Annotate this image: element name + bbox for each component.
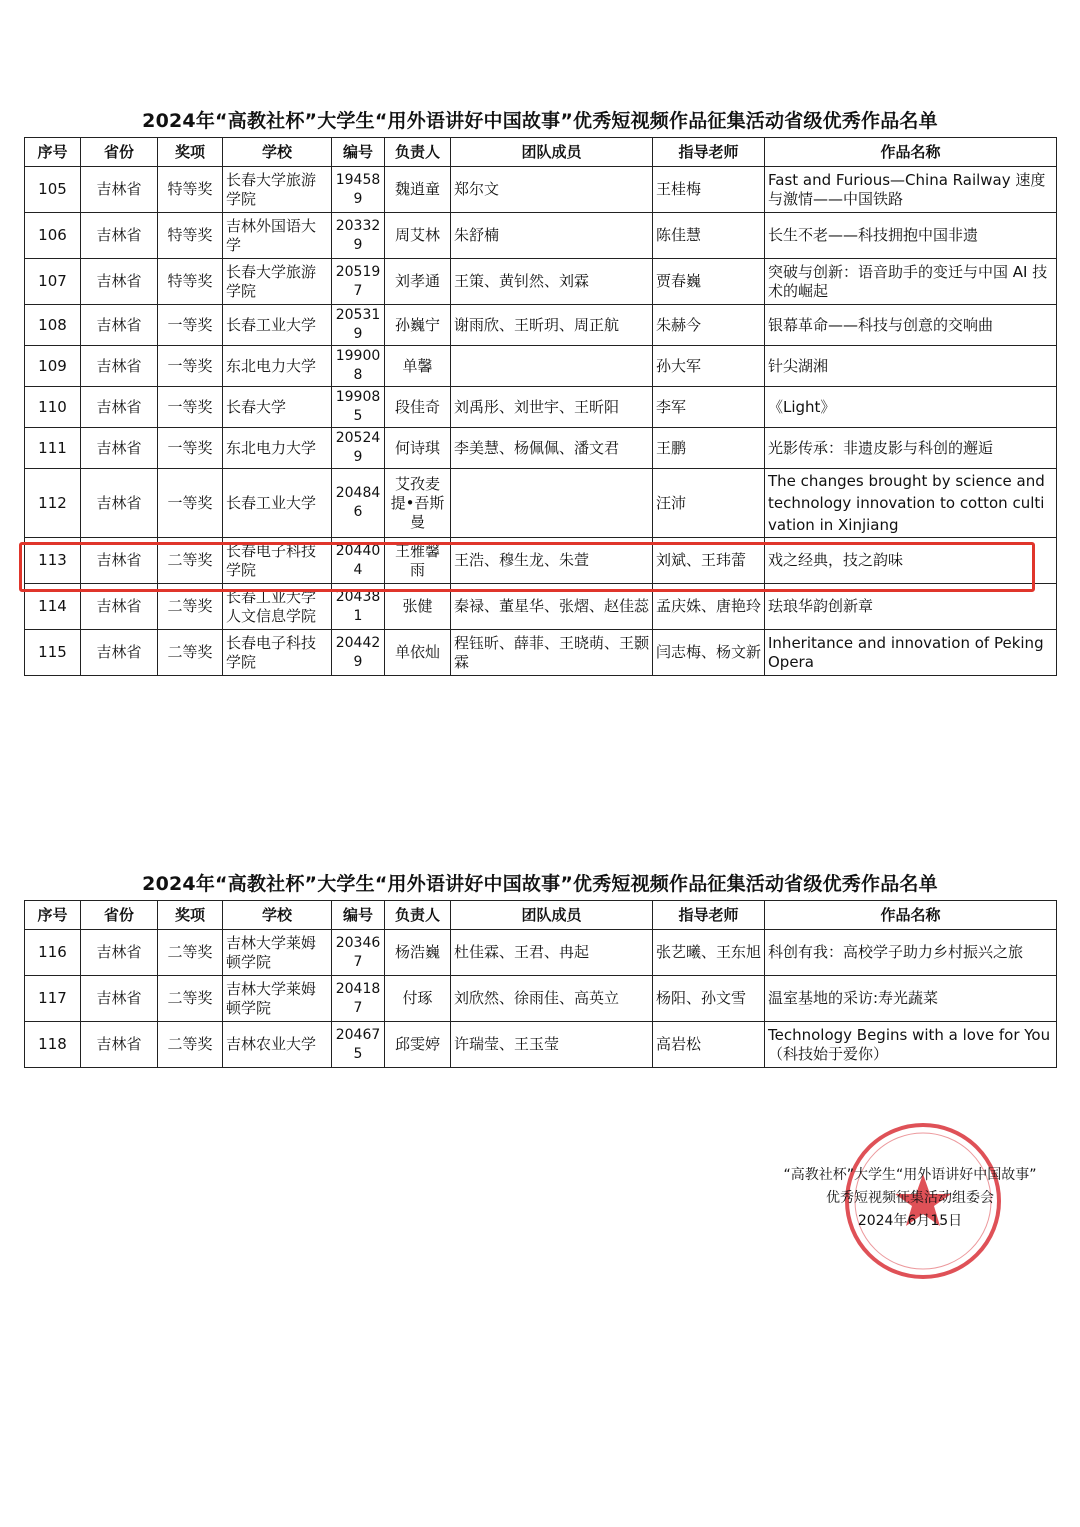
table-row	[25, 387, 1057, 428]
cell-advisor: 陈佳慧	[653, 213, 765, 259]
cell-advisor: 王桂梅	[653, 167, 765, 213]
cell-code: 194589	[332, 167, 385, 213]
organizer-line-2: 优秀短视频征集活动组委会	[826, 1190, 994, 1206]
cell-code: 204429	[332, 630, 385, 676]
cell-leader: 何诗琪	[385, 428, 451, 469]
header-members: 团队成员	[451, 901, 653, 930]
header-no: 序号	[25, 138, 81, 167]
cell-work: 突破与创新：语音助手的变迁与中国 AI 技术的崛起	[765, 259, 1057, 305]
cell-leader: 张健	[385, 584, 451, 630]
header-advisor: 指导老师	[653, 901, 765, 930]
cell-leader: 段佳奇	[385, 387, 451, 428]
table-row	[25, 930, 1057, 976]
cell-advisor: 孙大军	[653, 346, 765, 387]
cell-award: 二等奖	[158, 630, 223, 676]
header-members: 团队成员	[451, 138, 653, 167]
cell-province: 吉林省	[81, 387, 158, 428]
cell-work: 戏之经典，技之韵味	[765, 538, 1057, 584]
header-work: 作品名称	[765, 138, 1057, 167]
cell-advisor: 闫志梅、杨文新	[653, 630, 765, 676]
header-school: 学校	[223, 138, 332, 167]
table-row	[25, 167, 1057, 213]
cell-members	[451, 346, 653, 387]
cell-code: 205197	[332, 259, 385, 305]
cell-code: 204381	[332, 584, 385, 630]
cell-advisor: 王鹏	[653, 428, 765, 469]
table-row	[25, 259, 1057, 305]
cell-school: 长春电子科技学院	[223, 538, 332, 584]
header-award: 奖项	[158, 901, 223, 930]
cell-award: 二等奖	[158, 976, 223, 1022]
cell-work: 长生不老——科技拥抱中国非遗	[765, 213, 1057, 259]
cell-school: 东北电力大学	[223, 346, 332, 387]
cell-code: 203467	[332, 930, 385, 976]
cell-award: 二等奖	[158, 584, 223, 630]
cell-award: 特等奖	[158, 167, 223, 213]
cell-members: 李美慧、杨佩佩、潘文君	[451, 428, 653, 469]
table-row	[25, 630, 1057, 676]
cell-no: 116	[25, 930, 81, 976]
cell-members	[451, 469, 653, 538]
cell-advisor: 高岩松	[653, 1022, 765, 1068]
table-row	[25, 305, 1057, 346]
cell-no: 111	[25, 428, 81, 469]
cell-code: 204675	[332, 1022, 385, 1068]
cell-members: 刘禹彤、刘世宇、王昕阳	[451, 387, 653, 428]
cell-no: 117	[25, 976, 81, 1022]
cell-members: 王浩、穆生龙、朱萱	[451, 538, 653, 584]
cell-no: 113	[25, 538, 81, 584]
cell-province: 吉林省	[81, 584, 158, 630]
cell-leader: 艾孜麦提•吾斯曼	[385, 469, 451, 538]
cell-code: 199008	[332, 346, 385, 387]
cell-code: 204187	[332, 976, 385, 1022]
header-advisor: 指导老师	[653, 138, 765, 167]
cell-award: 一等奖	[158, 469, 223, 538]
cell-work: The changes brought by science and technology innovation to cotton cultivation in Xinjiang	[765, 469, 1057, 538]
header-province: 省份	[81, 901, 158, 930]
cell-no: 108	[25, 305, 81, 346]
cell-no: 112	[25, 469, 81, 538]
cell-work: 《Light》	[765, 387, 1057, 428]
page-title: 2024年“高教社杯”大学生“用外语讲好中国故事”优秀短视频作品征集活动省级优秀作品名单	[142, 110, 938, 132]
cell-members: 秦禄、董星华、张熠、赵佳蕊	[451, 584, 653, 630]
cell-members: 朱舒楠	[451, 213, 653, 259]
cell-province: 吉林省	[81, 1022, 158, 1068]
header-leader: 负责人	[385, 901, 451, 930]
cell-leader: 刘孝通	[385, 259, 451, 305]
cell-school: 长春电子科技学院	[223, 630, 332, 676]
cell-province: 吉林省	[81, 346, 158, 387]
header-province: 省份	[81, 138, 158, 167]
table-row	[25, 428, 1057, 469]
cell-school: 吉林农业大学	[223, 1022, 332, 1068]
cell-province: 吉林省	[81, 630, 158, 676]
cell-work: Fast and Furious—China Railway 速度与激情——中国铁路	[765, 167, 1057, 213]
awards-table	[24, 137, 1057, 676]
cell-leader: 邱雯婷	[385, 1022, 451, 1068]
table-header-row	[25, 901, 1057, 930]
cell-award: 一等奖	[158, 346, 223, 387]
cell-code: 204404	[332, 538, 385, 584]
cell-school: 长春工业大学	[223, 305, 332, 346]
cell-leader: 付琢	[385, 976, 451, 1022]
cell-award: 一等奖	[158, 305, 223, 346]
table-row	[25, 469, 1057, 538]
cell-award: 特等奖	[158, 213, 223, 259]
cell-province: 吉林省	[81, 167, 158, 213]
cell-advisor: 贾春巍	[653, 259, 765, 305]
cell-award: 一等奖	[158, 428, 223, 469]
cell-work: 针尖湖湘	[765, 346, 1057, 387]
cell-work: Inheritance and innovation of Peking Opera	[765, 630, 1057, 676]
cell-no: 106	[25, 213, 81, 259]
table-row	[25, 976, 1057, 1022]
cell-advisor: 李军	[653, 387, 765, 428]
cell-school: 长春工业大学人文信息学院	[223, 584, 332, 630]
cell-advisor: 孟庆姝、唐艳玲	[653, 584, 765, 630]
cell-advisor: 朱赫今	[653, 305, 765, 346]
organizer-line-1: “高教社杯”大学生“用外语讲好中国故事”	[783, 1167, 1037, 1183]
cell-province: 吉林省	[81, 930, 158, 976]
cell-leader: 单馨	[385, 346, 451, 387]
cell-award: 二等奖	[158, 1022, 223, 1068]
cell-leader: 魏逍童	[385, 167, 451, 213]
cell-advisor: 杨阳、孙文雪	[653, 976, 765, 1022]
cell-province: 吉林省	[81, 469, 158, 538]
cell-leader: 杨浩巍	[385, 930, 451, 976]
cell-province: 吉林省	[81, 538, 158, 584]
cell-province: 吉林省	[81, 305, 158, 346]
cell-award: 二等奖	[158, 538, 223, 584]
cell-code: 203329	[332, 213, 385, 259]
cell-advisor: 张艺曦、王东旭	[653, 930, 765, 976]
cell-advisor: 汪沛	[653, 469, 765, 538]
cell-members: 谢雨欣、王昕玥、周正航	[451, 305, 653, 346]
cell-work: 光影传承：非遗皮影与科创的邂逅	[765, 428, 1057, 469]
header-leader: 负责人	[385, 138, 451, 167]
cell-school: 吉林外国语大学	[223, 213, 332, 259]
cell-members: 杜佳霖、王君、冉起	[451, 930, 653, 976]
cell-province: 吉林省	[81, 259, 158, 305]
cell-members: 郑尔文	[451, 167, 653, 213]
cell-school: 长春工业大学	[223, 469, 332, 538]
cell-province: 吉林省	[81, 976, 158, 1022]
cell-work: 科创有我：高校学子助力乡村振兴之旅	[765, 930, 1057, 976]
cell-leader: 单依灿	[385, 630, 451, 676]
cell-school: 长春大学	[223, 387, 332, 428]
header-work: 作品名称	[765, 901, 1057, 930]
cell-leader: 孙巍宁	[385, 305, 451, 346]
cell-no: 107	[25, 259, 81, 305]
cell-code: 205249	[332, 428, 385, 469]
cell-advisor: 刘斌、王玮蕾	[653, 538, 765, 584]
cell-no: 115	[25, 630, 81, 676]
table-header-row	[25, 138, 1057, 167]
cell-members: 程钰昕、薛菲、王晓萌、王颢霖	[451, 630, 653, 676]
cell-leader: 周艾林	[385, 213, 451, 259]
header-award: 奖项	[158, 138, 223, 167]
cell-school: 吉林大学莱姆顿学院	[223, 976, 332, 1022]
cell-work: Technology Begins with a love for You（科技始于爱你）	[765, 1022, 1057, 1068]
cell-province: 吉林省	[81, 428, 158, 469]
cell-work: 温室基地的采访:寿光蔬菜	[765, 976, 1057, 1022]
cell-school: 长春大学旅游学院	[223, 167, 332, 213]
header-school: 学校	[223, 901, 332, 930]
footer-date: 2024年6月15日	[857, 1213, 963, 1229]
cell-code: 199085	[332, 387, 385, 428]
cell-school: 东北电力大学	[223, 428, 332, 469]
cell-work: 珐琅华韵创新章	[765, 584, 1057, 630]
cell-members: 许瑞莹、王玉莹	[451, 1022, 653, 1068]
cell-no: 118	[25, 1022, 81, 1068]
cell-award: 特等奖	[158, 259, 223, 305]
cell-leader: 王雅馨雨	[385, 538, 451, 584]
table-row	[25, 538, 1057, 584]
cell-school: 长春大学旅游学院	[223, 259, 332, 305]
cell-code: 205319	[332, 305, 385, 346]
cell-members: 刘欣然、徐雨佳、高英立	[451, 976, 653, 1022]
header-code: 编号	[332, 138, 385, 167]
cell-award: 一等奖	[158, 387, 223, 428]
page-title-repeat: 2024年“高教社杯”大学生“用外语讲好中国故事”优秀短视频作品征集活动省级优秀作品名单	[142, 873, 938, 895]
header-no: 序号	[25, 901, 81, 930]
cell-no: 105	[25, 167, 81, 213]
table-row	[25, 584, 1057, 630]
cell-school: 吉林大学莱姆顿学院	[223, 930, 332, 976]
table-row	[25, 1022, 1057, 1068]
cell-members: 王策、黄钊然、刘霖	[451, 259, 653, 305]
header-code: 编号	[332, 901, 385, 930]
table-row	[25, 213, 1057, 259]
cell-work: 银幕革命——科技与创意的交响曲	[765, 305, 1057, 346]
cell-no: 109	[25, 346, 81, 387]
cell-award: 二等奖	[158, 930, 223, 976]
cell-no: 110	[25, 387, 81, 428]
cell-no: 114	[25, 584, 81, 630]
cell-province: 吉林省	[81, 213, 158, 259]
table-row	[25, 346, 1057, 387]
awards-table-continued	[24, 900, 1057, 1068]
cell-code: 204846	[332, 469, 385, 538]
